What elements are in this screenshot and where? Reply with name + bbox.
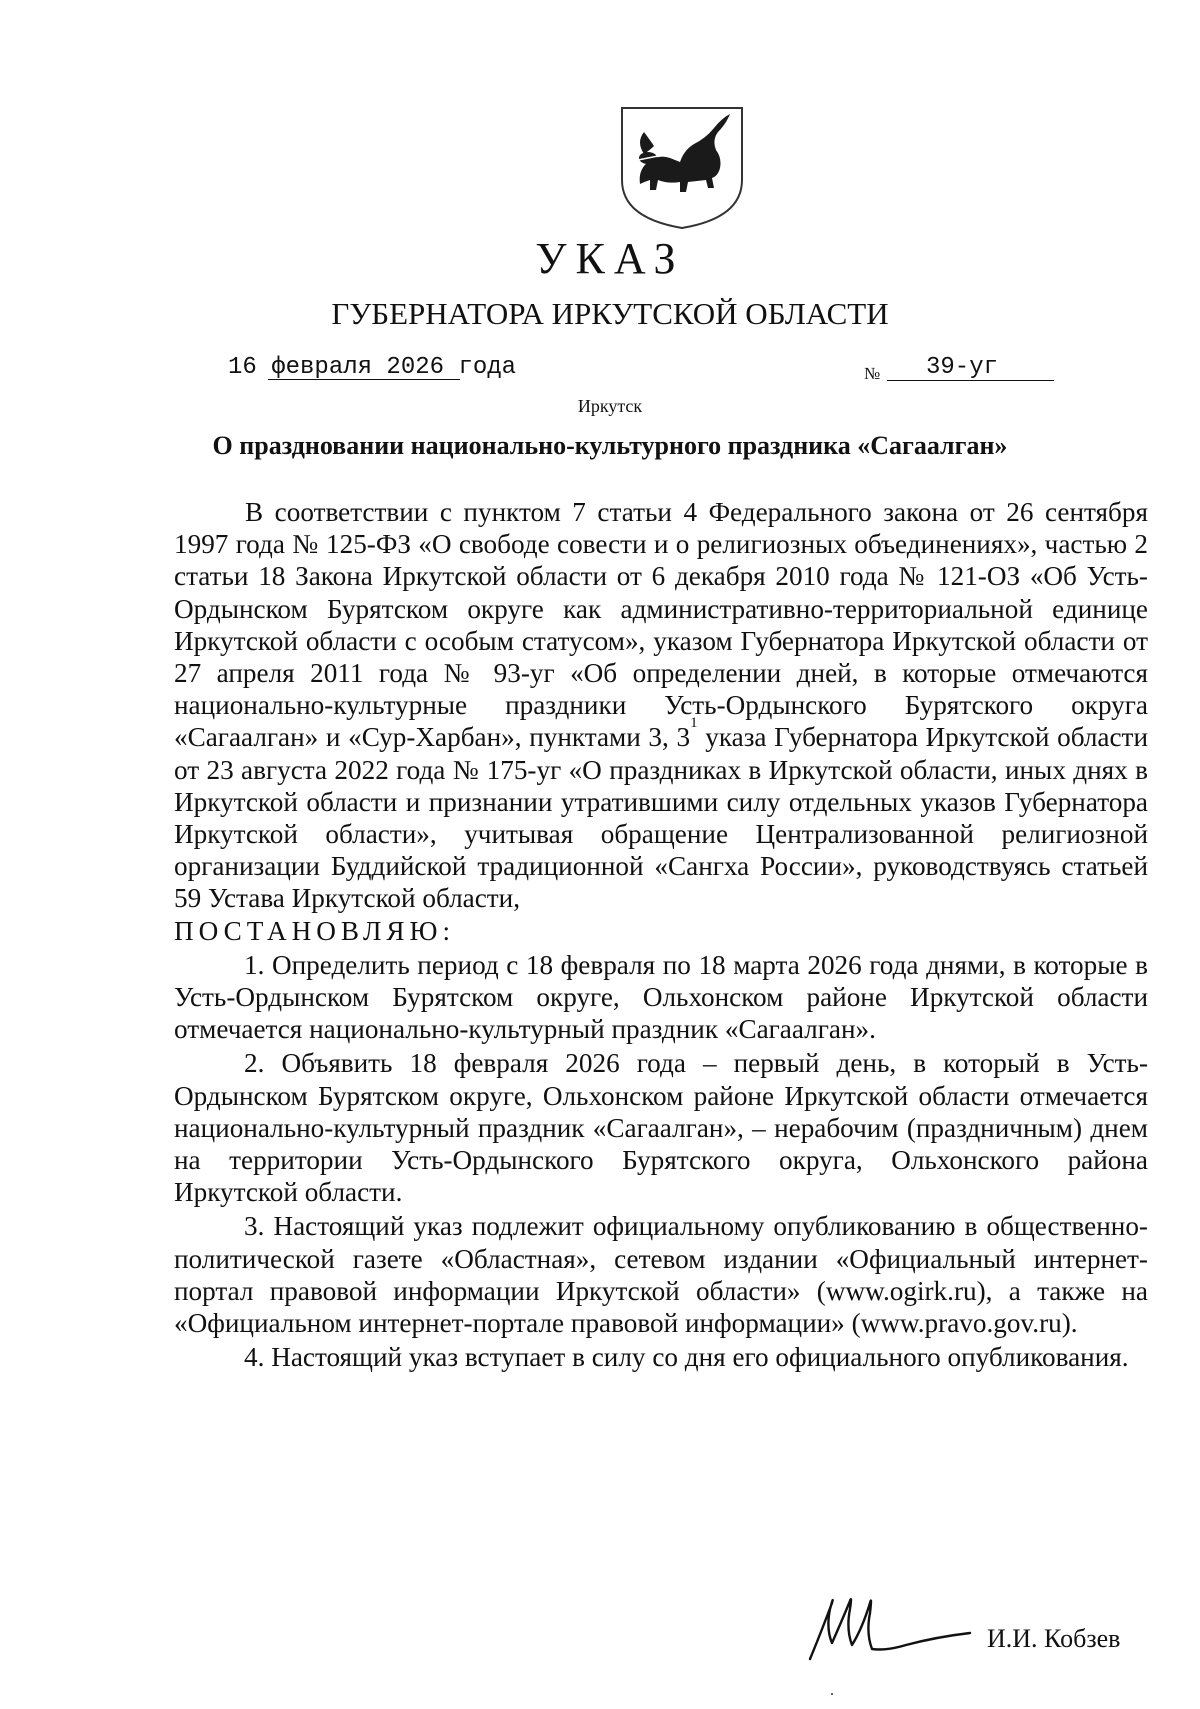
decree-item-4: 4. Настоящий указ вступает в силу со дня его официального опубликования. (244, 1342, 1129, 1373)
decree-body (174, 496, 1148, 1373)
preamble-text-part2: указа Губернатора Иркутской области от 23 августа 2022 года № 175-уг «О праздниках в Иркутской области, иных днях в Иркутской области и признании утратившими силу отдельных указов Губернатора Иркутской области», учитывая обращение Централизованной религиозной организации Буддийской традиционной «Сангха России», руководствуясь статьей 59 Устава Иркутской области, (174, 722, 1148, 914)
number-sign: № (864, 364, 881, 383)
preamble-superscript: 1 (690, 715, 698, 732)
page-mark (831, 1693, 833, 1695)
document-title: УКАЗ (535, 234, 685, 283)
decree-item-1: 1. Определить период с 18 февраля по 18 марта 2026 года днями, в которые в Усть-Ордынском Бурятском округе, Ольхонском районе Иркутской области отмечается национально-культурный праздник «Сагаалган». (174, 949, 1148, 1045)
number-underline (887, 380, 1054, 381)
document-date: 16 февраля 2026 года (228, 354, 517, 381)
decree-item-2: 2. Объявить 18 февраля 2026 года – первый день, в который в Усть-Ордынском Бурятском округе, Ольхонском районе Иркутской области отмечается национально-культурный праздник «Сагаалган», – нерабочим (праздничным) днем на территории Усть-Ордынского Бурятского округа, Ольхонского района Иркутской области. (174, 1048, 1148, 1208)
date-underline (268, 379, 460, 380)
preamble-text-part1: В соответствии с пунктом 7 статьи 4 Федерального закона от 26 сентября 1997 года № 125-ФЗ «О свободе совести и о религиозных объединениях», частью 2 статьи 18 Закона Иркутской области от 6 декабря 2010 года № 121-ОЗ «Об Усть-Ордынском Бурятском округе как административно-территориальной единице Иркутской области с особым статусом», указом Губернатора Иркутской области от 27 апреля 2011 года № 93-уг «Об определении дней, в которые отмечаются национально-культурные праздники Усть-Ордынского Бурятского округа «Сагаалган» и «Сур-Харбан», пунктами 3, 3 (174, 497, 1148, 753)
document-number: 39-уг (926, 354, 999, 381)
signer-name: И.И. Кобзев (987, 1624, 1121, 1653)
irkutsk-coat-of-arms-icon (618, 106, 746, 230)
decree-heading: О праздновании национально-культурного праздника «Сагаалган» (212, 431, 1008, 460)
document-city: Иркутск (577, 396, 643, 416)
preamble-paragraph (174, 496, 1148, 915)
document-subtitle: ГУБЕРНАТОРА ИРКУТСКОЙ ОБЛАСТИ (331, 296, 889, 331)
decree-word: ПОСТАНОВЛЯЮ: (174, 915, 456, 946)
decree-item-3: 3. Настоящий указ подлежит официальному опубликованию в общественно-политической газете «Областная», сетевом издании «Официальный интернет-портал правовой информации Иркутской области» (www.ogirk.ru), а также на «Официальном интернет-портале правовой информации» (www.pravo.gov.ru). (174, 1211, 1148, 1339)
handwritten-signature (806, 1585, 976, 1665)
